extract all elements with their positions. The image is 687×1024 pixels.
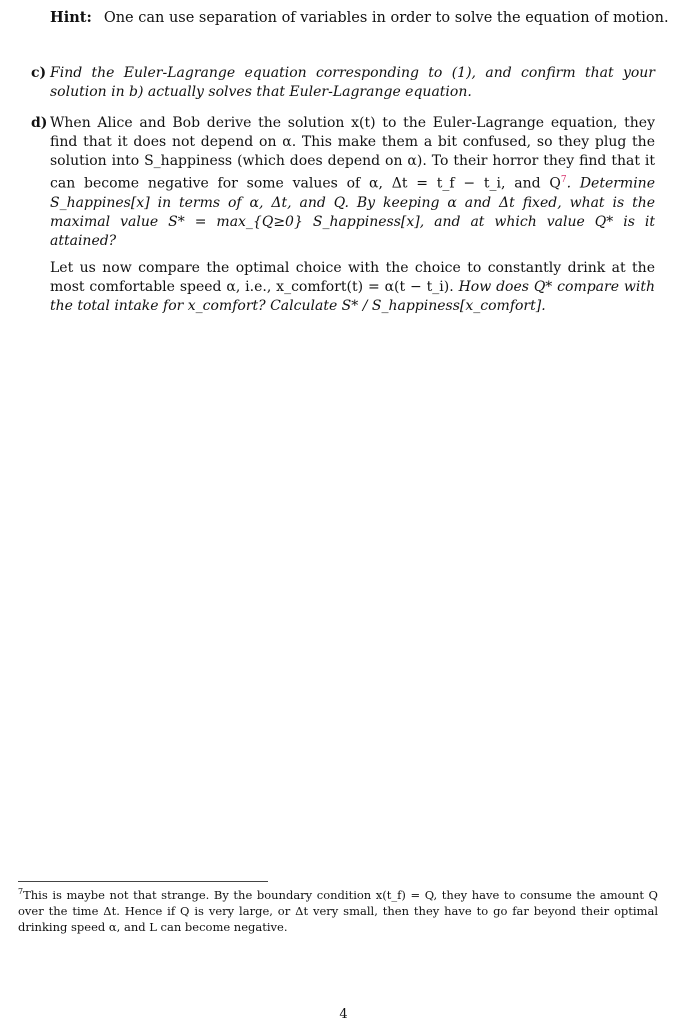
item-c-text: Find the Euler-Lagrange equation corresponding to (1), and confirm that your solution in b) actually solves that Euler-Lagrange equation. <box>50 65 655 100</box>
item-c-label: c) <box>31 65 47 81</box>
item-d-p2-text: Let us now compare the optimal choice with the choice to constantly drink at the most comfortable speed α, i.e., x_comfort(t) = α(t − t_i). <box>50 259 655 295</box>
item-d-paragraph-2 <box>50 259 655 316</box>
item-d-p2-question: How does Q* compare with the total intake for x_comfort? Calculate S* / S_happiness[x_comfort]. <box>50 278 655 314</box>
item-d-label: d) <box>31 115 48 131</box>
page-number: 4 <box>339 1007 348 1022</box>
item-d <box>31 114 655 316</box>
footnote-text: This is maybe not that strange. By the boundary condition x(t_f) = Q, they have to consume the amount Q over the time Δt. Hence if Q is very large, or Δt very small, then they have to go far beyond their optimal drinking speed α, and L can become negative. <box>18 887 658 934</box>
item-c <box>31 64 655 102</box>
item-d-p1-text: When Alice and Bob derive the solution x(t) to the Euler-Lagrange equation, they find that it does not depend on α. This make them a bit confused, so they plug the solution into S_happiness (which does depend on α). To their horror they find that it can become negative for some values of α, Δt = t_f − t_i, and Q <box>50 115 655 192</box>
item-d-paragraph-1 <box>50 114 655 251</box>
footnote-reference[interactable]: 7 <box>560 175 567 185</box>
hint <box>50 9 669 26</box>
hint-text: One can use separation of variables in order to solve the equation of motion. <box>103 10 669 26</box>
footnote <box>18 884 658 935</box>
item-d-p1-question: . Determine S_happines[x] in terms of α, Δt, and Q. By keeping α and Δt fixed, what is the maximal value S* = max_{Q≥0} S_happiness[x], and at which value Q* is it attained? <box>50 175 655 249</box>
footnote-rule <box>18 881 268 882</box>
hint-label: Hint: <box>50 9 92 26</box>
footnote-mark: 7 <box>18 887 24 896</box>
